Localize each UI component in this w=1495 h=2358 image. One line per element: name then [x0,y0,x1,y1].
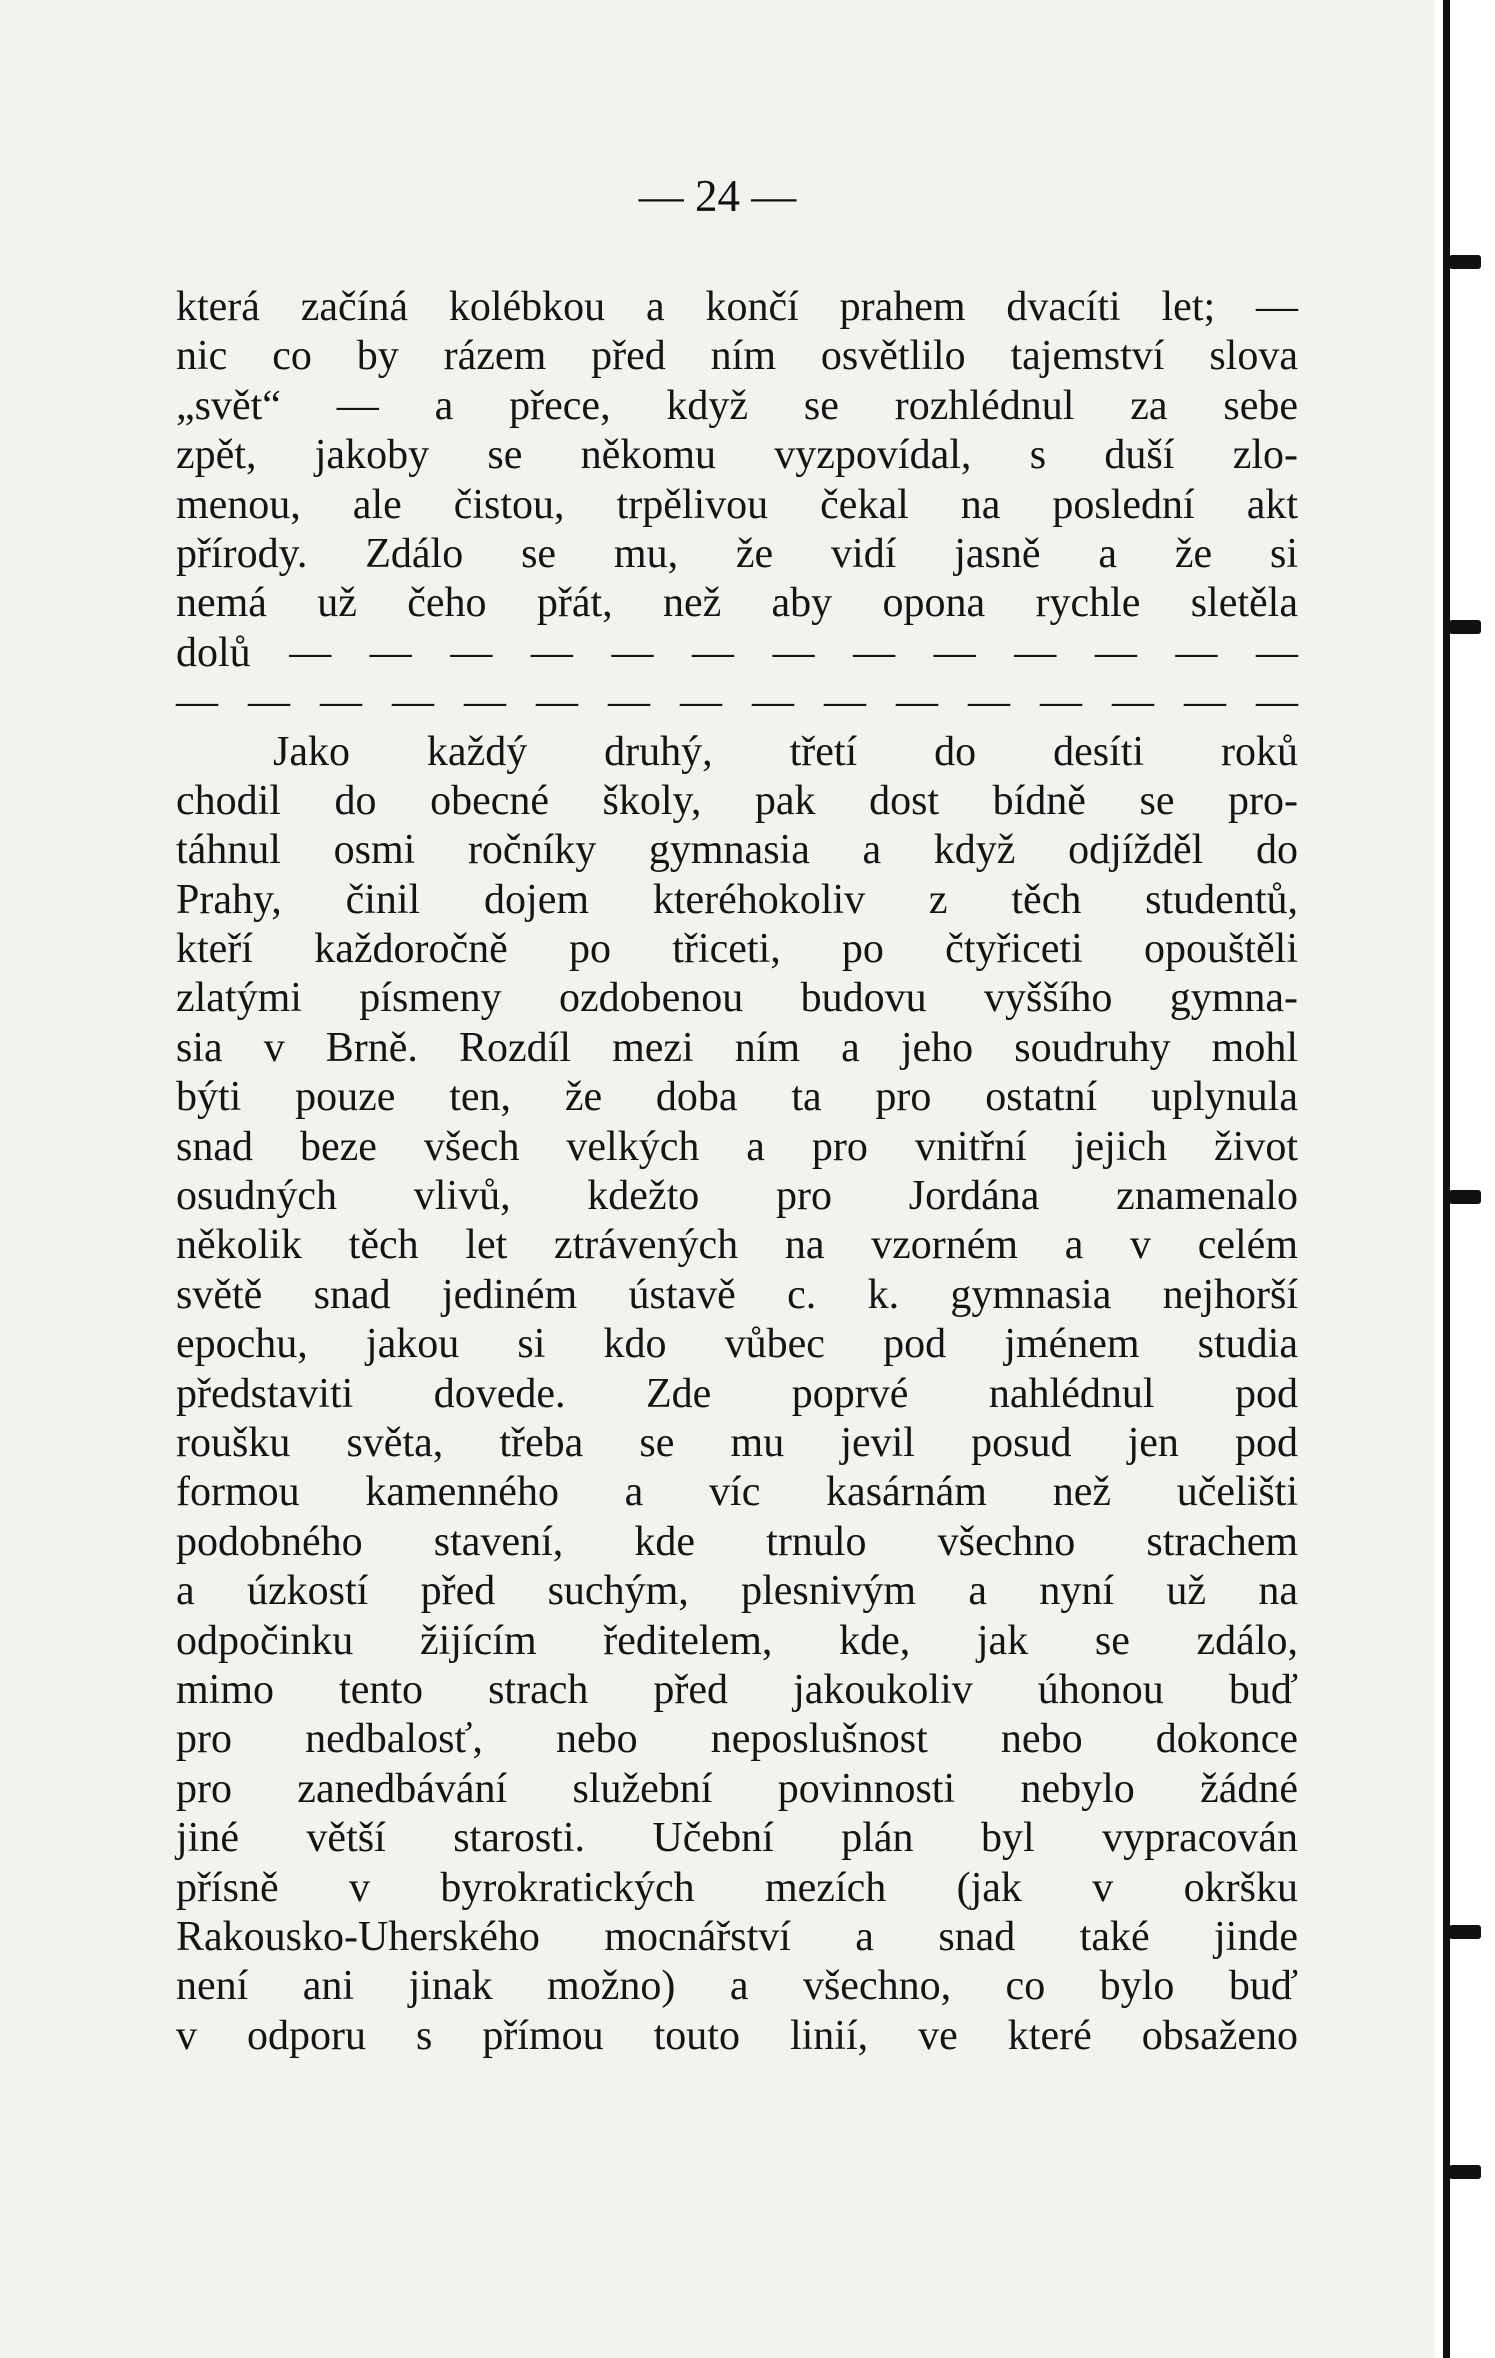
text-line: několik těch let ztrávených na vzorném a v celém [176,1222,1298,1269]
text-line: menou, ale čistou, trpělivou čekal na poslední akt [176,481,1298,528]
text-line: — — — — — — — — — — — — — — — — [176,679,1298,726]
text-line: sia v Brně. Rozdíl mezi ním a jeho soudruhy mohl [176,1024,1298,1071]
binding-edge [1435,0,1495,2358]
text-line: zpět, jakoby se někomu vyzpovídal, s duší zlo- [176,432,1298,479]
text-line: Rakousko-Uherského mocnářství a snad také jinde [176,1913,1298,1960]
body-text [176,283,1298,2061]
text-line: nic co by rázem před ním osvětlilo tajemství slova [176,333,1298,380]
text-line: epochu, jakou si kdo vůbec pod jménem studia [176,1321,1298,1368]
text-line: a úzkostí před suchým, plesnivým a nyní už na [176,1568,1298,1615]
binding-mark [1449,2165,1481,2179]
paragraph-2-body [176,777,1298,2061]
text-line: není ani jinak možno) a všechno, co bylo buď [176,1963,1298,2010]
text-line: odpočinku žijícím ředitelem, kde, jak se zdálo, [176,1617,1298,1664]
text-line-indented: Jako každý druhý, třetí do desíti roků [273,728,1298,775]
text-line: dolů — — — — — — — — — — — — — [176,629,1298,676]
text-line: „svět“ — a přece, když se rozhlédnul za sebe [176,382,1298,429]
binding-mark [1449,1925,1481,1939]
text-line: osudných vlivů, kdežto pro Jordána znamenalo [176,1173,1298,1220]
text-line: býti pouze ten, že doba ta pro ostatní uplynula [176,1074,1298,1121]
spine-line [1443,0,1450,2358]
text-line: kteří každoročně po třiceti, po čtyřiceti opouštěli [176,926,1298,973]
text-line: přísně v byrokratických mezích (jak v okršku [176,1864,1298,1911]
paragraph-2 [176,728,1298,777]
text-line: snad beze všech velkých a pro vnitřní jejich život [176,1123,1298,1170]
text-line: formou kamenného a víc kasárnám než učelišti [176,1469,1298,1516]
text-line: podobného stavení, kde trnulo všechno strachem [176,1518,1298,1565]
text-line: jiné větší starosti. Učební plán byl vypracován [176,1815,1298,1862]
binding-mark [1449,1190,1481,1204]
text-line: roušku světa, třeba se mu jevil posud jen pod [176,1419,1298,1466]
text-line: přírody. Zdálo se mu, že vidí jasně a že si [176,530,1298,577]
text-line: pro zanedbávání služební povinnosti nebylo žádné [176,1765,1298,1812]
text-line: v odporu s přímou touto linií, ve které obsaženo [176,2012,1298,2059]
paragraph-1 [176,283,1298,728]
text-line: představiti dovede. Zde poprvé nahlédnul pod [176,1370,1298,1417]
text-line: nemá už čeho přát, než aby opona rychle sletěla [176,580,1298,627]
text-line: pro nedbalosť, nebo neposlušnost nebo dokonce [176,1716,1298,1763]
text-line: chodil do obecné školy, pak dost bídně se pro- [176,777,1298,824]
binding-mark [1449,620,1481,634]
page-number: — 24 — [638,171,797,221]
text-line: světě snad jediném ústavě c. k. gymnasia nejhorší [176,1271,1298,1318]
text-line: zlatými písmeny ozdobenou budovu vyššího gymna- [176,975,1298,1022]
text-line: mimo tento strach před jakoukoliv úhonou buď [176,1666,1298,1713]
text-line: Prahy, činil dojem kteréhokoliv z těch studentů, [176,876,1298,923]
binding-mark [1449,255,1481,269]
text-line: táhnul osmi ročníky gymnasia a když odjížděl do [176,827,1298,874]
text-line: která začíná kolébkou a končí prahem dvacíti let; — [176,284,1298,330]
